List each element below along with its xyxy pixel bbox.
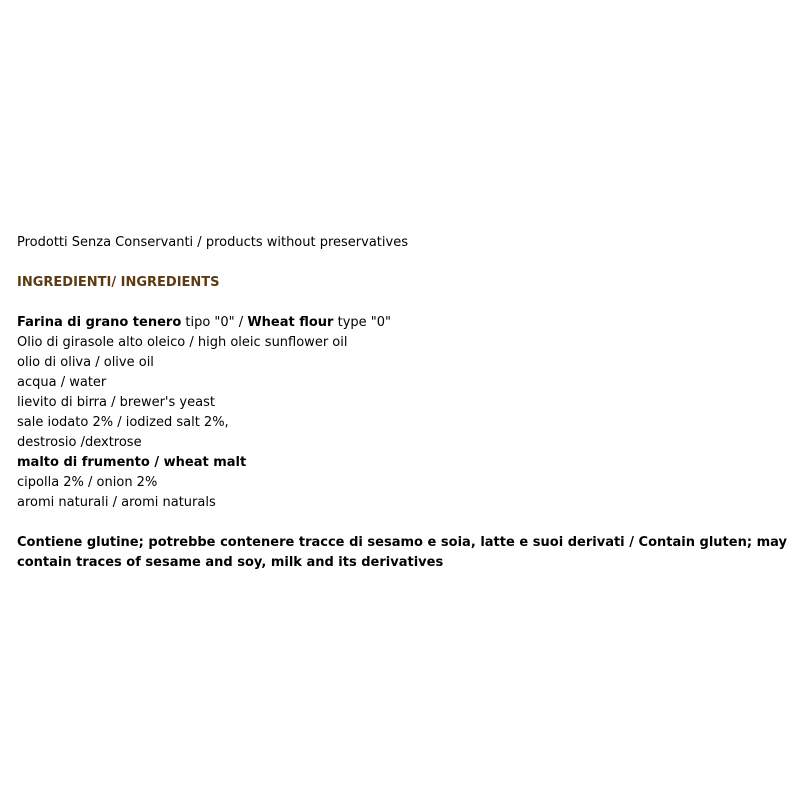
ingredients-heading: INGREDIENTI/ INGREDIENTS <box>17 275 220 290</box>
preservatives-note: Prodotti Senza Conservanti / products without preservatives <box>17 235 408 250</box>
ingredient-item: cipolla 2% / onion 2% <box>17 475 158 490</box>
ingredient-item: destrosio /dextrose <box>17 435 142 450</box>
spacer <box>17 253 787 273</box>
ingredient-item: olio di oliva / olive oil <box>17 355 154 370</box>
flour-italian-name: Farina di grano tenero <box>17 315 182 330</box>
ingredients-list <box>17 313 787 513</box>
product-description <box>17 233 787 573</box>
ingredient-flour <box>17 313 787 333</box>
ingredient-item: sale iodato 2% / iodized salt 2%, <box>17 415 229 430</box>
flour-english-name: Wheat flour <box>247 315 334 330</box>
ingredient-item: acqua / water <box>17 375 107 390</box>
allergen-statement: Contiene glutine; potrebbe contenere tracce di sesamo e soia, latte e suoi derivati / Contain gluten; may contain traces of sesame and soy, milk and its derivatives <box>17 535 787 570</box>
ingredient-item: aromi naturali / aromi naturals <box>17 495 216 510</box>
ingredient-malt: malto di frumento / wheat malt <box>17 455 247 470</box>
flour-english-type: type "0" <box>333 315 392 330</box>
ingredient-item: Olio di girasole alto oleico / high oleic sunflower oil <box>17 335 348 350</box>
ingredient-item: lievito di birra / brewer's yeast <box>17 395 215 410</box>
spacer <box>17 513 787 533</box>
flour-italian-type: tipo "0" / <box>181 315 248 330</box>
spacer <box>17 293 787 313</box>
